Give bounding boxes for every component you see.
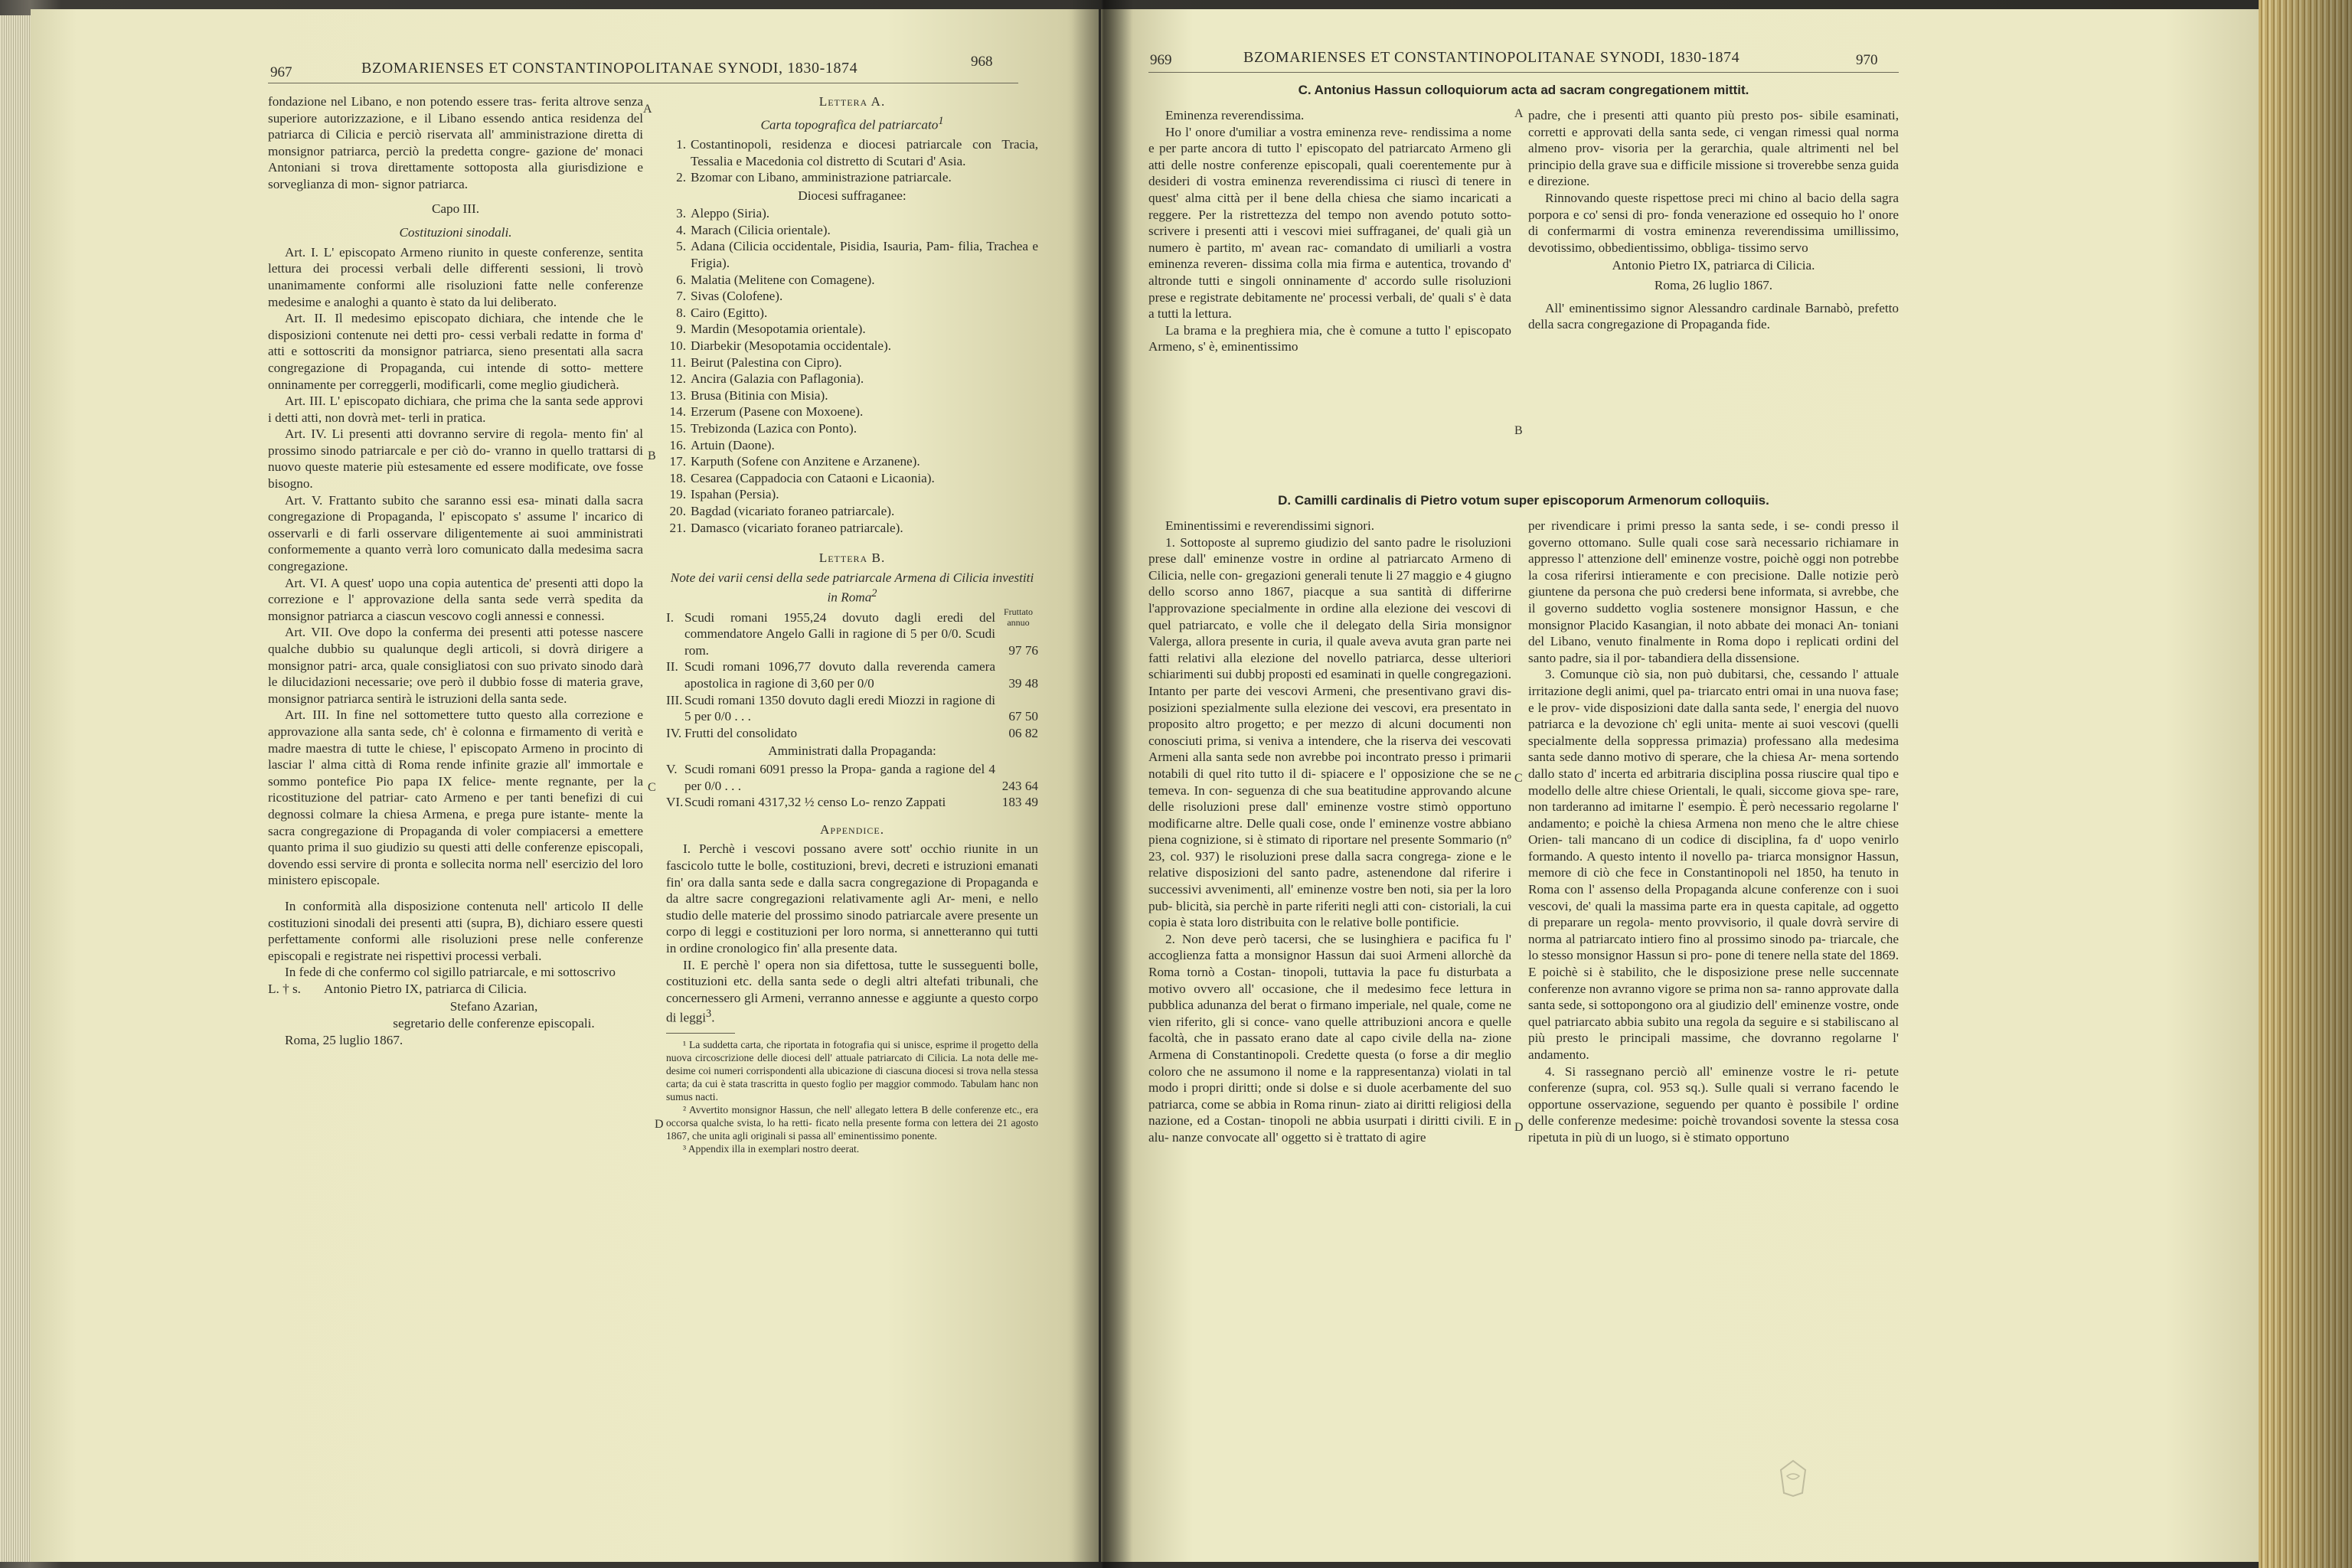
- section-c-right-column: [1528, 107, 1899, 333]
- list-num: 4.: [676, 222, 686, 237]
- c-address: All' eminentissimo signor Alessandro cardinale Barnabò, prefetto della sacra congregazione di Propaganda fide.: [1528, 300, 1899, 332]
- d-paragraph-2: 2. Non deve però tacersi, che se lusinghiera e pacifica fu l' accoglienza fatta a monsignor Hassun dai suoi Armeni allorchè da Roma tornò a Costan- tinopoli, tuttavia la pace fu disturbata a motivo ovvero all' occasione, che il medesimo fece lettura in pubblica adunanza del berat o firmano imperiale, nel quale, come ne vien riferito, gli si conce- vano quelle attribuzioni ancora e quelle facoltà, che in passato erano date al capo civile della na- zione Armena di Constantinopoli. Credette questa (o forse a dir meglio coloro che ne assumono il nome e la rappresentanza) violati in tal modo i propri diritti; onde si dolse e si duole acerbamente del suo patriarca, come se abbia in Roma rinun- ziato ai diritti religiosi della nazione, ed a Costan- tinopoli ne abbia usurpati i diritti civili. E in alu- nanze convocate all' oggetto si è trattato di agire: [1148, 931, 1511, 1145]
- carta-title-text: Carta topografica del patriarcato: [760, 117, 939, 132]
- margin-letter-d: D: [1514, 1121, 1524, 1134]
- list-text: Costantinopoli, residenza e diocesi patriarcale con Tracia, Tessalia e Macedonia col distretto di Scutari d' Asia.: [691, 136, 1038, 168]
- list-text: Bzomar con Libano, amministrazione patriarcale.: [691, 170, 952, 185]
- list-text: Malatia (Melitene con Comagene).: [691, 272, 875, 287]
- article-1: Art. I. L' episcopato Armeno riunito in queste conferenze, sentita lettura dei processi verbali delle differenti sessioni, li trovò unanimamente conformi alle risoluzioni fatte nelle conferenze medesime e analoghi a quanto è stato da lui deliberato.: [268, 244, 643, 309]
- article-4: Art. IV. Li presenti atti dovranno servire di regola- mento fin' al prossimo sinodo patriarcale e per ciò do- vranno in quello trattarsi di nuovo queste materie più estesamente ed essere modificate, ove fosse bisogno.: [268, 426, 643, 492]
- footnote-1: ¹ La suddetta carta, che riportata in fotografia qui si unisce, esprime il progetto della nuova circoscrizione delle diocesi dell' attuale patriarcato di Cilicia. La nota delle me- desime coi numeri corrispondenti alla ubicazione di ciascuna diocesi si trova nella stessa carta; da cui è stata trascritta in questo foglio per maggior commodo. Tabulam hanc non sumus nacti.: [666, 1038, 1038, 1102]
- c-salute: Eminenza reverendissima.: [1165, 108, 1305, 122]
- running-head-right: BZOMARIENSES ET CONSTANTINOPOLITANAE SYNODI, 1830-1874: [1243, 49, 1740, 66]
- fees-block: [666, 606, 1038, 811]
- list-item: [666, 238, 1038, 271]
- list-text: Mardin (Mesopotamia orientale).: [691, 322, 866, 337]
- footnote-3: ³ Appendix illa in exemplari nostro deerat.: [683, 1142, 860, 1155]
- list-item: [666, 520, 1038, 537]
- fee-text: Frutti del consolidato: [684, 725, 798, 740]
- left-column-1: [268, 93, 643, 1048]
- list-text: Adana (Cilicia occidentale, Pisidia, Isauria, Pam- filia, Trachea e Frigia).: [691, 239, 1038, 271]
- list-num: 10.: [669, 338, 686, 354]
- list-item: [666, 371, 1038, 387]
- book-gutter-shadow: [1072, 0, 1133, 1568]
- carta-footnote-ref: 1: [938, 114, 944, 127]
- list-num: 8.: [676, 305, 686, 320]
- d-right-paragraph-2: 3. Comunque ciò sia, non può dubitarsi, che, cessando l' attuale irritazione degli animi, quel pa- triarcato entri omai in una nuova fase; e le prov- vide disposizioni date dalla santa sede, l' energia del nuovo patriarca e la devozione ch' egli unita- mente ai suoi vescovi (quelli specialmente della soppressa primazia) professano alla medesima santa sede danno motivo di sperare, che la chiesa Ar- mena sortendo dallo stato d' incerta ed arbitraria disciplina possa riuscire qual tipo e modello delle altre chiese Orientali, le quali, siccome giova spe- rare, non tarderanno ad imitarne l' esempio. È però necessario regolarne l' andamento; e poichè la chiesa Armena non meno che le altre chiese Orien- tali mancano di un codice di disciplina, fa d' uopo venirlo formando. A questo intento il novello pa- triarca monsignor Hassun, memore di ciò che fece in Constantinopoli nel 1850, ha tenuto in Roma con l' assenso della Propaganda alcune conferenze con i suoi vescovi, de' quali la massima parte era in questa capitale, ad oggetto di preparare un regola- mento provvisorio, il quale dovrà servire di norma al patriarcato intiero fino al prossimo sinodo pa- triarcale, che lo stesso monsignor Hassun si pro- pone di tenere nella state del 1869. E poichè si è stabilito, che le disposizione prese nelle succennate conferenze non avranno vigore se prima non sa- ranno approvate dalla santa sede, si sottopongono ora al giudizio dell' eminenze vostre, onde quel patriarcato abbia subito una regola da seguire e si stabiliscano al più presto le principali massime, che dovranno regolarne l' andamento.: [1528, 667, 1899, 1062]
- conformita-paragraph: In conformità alla disposizione contenuta nell' articolo II delle costituzioni sinodali dei presenti atti (supra, B), dichiaro essere questi perfettamente conformi alle risoluzioni prese nelle conferenze episcopali e registrate nei rispettivi processi verbali.: [268, 898, 643, 963]
- section-d-right-column: [1528, 518, 1899, 1146]
- secretary-name: Stefano Azarian,: [449, 999, 538, 1014]
- list-item: [666, 338, 1038, 354]
- list-num: 11.: [670, 354, 686, 370]
- fee-num: III.: [666, 692, 683, 707]
- list-text: Trebizonda (Lazica con Ponto).: [691, 421, 858, 436]
- list-num: 21.: [669, 520, 686, 535]
- list-num: 5.: [676, 239, 686, 254]
- list-num: 12.: [669, 371, 686, 387]
- right-page: [1101, 9, 2259, 1562]
- c-body: Ho l' onore d'umiliar a vostra eminenza reve- rendissima a nome e per parte ancora di tutto l' episcopato del patriarcato Armeno gli atti delle nostre conferenze episcopali, quali coerentemente pur à desideri di vostra eminenza reverendissima ci riuscì di tenere in quest' alma città per il bene della chiesa che siamo incaricati a reggere. Per la ristrettezza del tempo non avendo potuto sotto- scrivere i presenti atti i vescovi miei suffraganei, de' quali già un numero è partito, m' avean rac- comandato di umiliarli a vostra eminenza reveren- dissima colla mia firma e autentica, trovando d' altronde tutti e singoli onninamente d' accordo sulle risoluzioni prese e registrate debitamente ne' processi verbali, de' quali s' è data a tutti la lettura.: [1148, 124, 1511, 322]
- fee-row: [666, 692, 1038, 725]
- article-3: Art. III. L' episcopato dichiara, che prima che la santa sede approvi i detti atti, non dovrà met- terli in pratica.: [268, 394, 643, 425]
- fee-amount: 97 76: [1008, 642, 1038, 658]
- article-2: Art. II. Il medesimo episcopato dichiara, che intende che le disposizioni contenute nei detti pro- cessi verbali redatte in forma d' atti e sottoscriti da monsignor patriarca, sieno presentati alla sacra congregazione di Propaganda, cui intende di sotto- mettere onninamente per correggerli, modificarli, come meglio giudicherà.: [268, 311, 643, 392]
- library-stamp-icon: [1778, 1459, 1808, 1498]
- c-signature: Antonio Pietro IX, patriarca di Cilicia.: [1612, 258, 1815, 273]
- list-num: 6.: [676, 272, 686, 287]
- list-num: 20.: [669, 503, 686, 518]
- d-right-paragraph-3: 4. Si rassegnano perciò all' eminenze vostre le ri- petute conferenze (supra, col. 953 sq.). Sulle quali si verrano facendo le opportune osservazione, seguendo per quanto è possibile l' ordine delle conferenze medesime: poichè trovandosi sovente la stessa cosa ripetuta in più di un luogo, si è stimato opportuno: [1528, 1063, 1899, 1145]
- list-text: Cairo (Egitto).: [691, 305, 768, 320]
- list-item: [666, 486, 1038, 503]
- note-title: [666, 570, 1038, 606]
- list-num: 15.: [669, 421, 686, 436]
- carta-title: [666, 113, 1038, 133]
- list-num: 3.: [676, 206, 686, 221]
- fee-num: VI.: [666, 795, 684, 810]
- fee-text: Scudi romani 1350 dovuto dagli eredi Miozzi in ragione di 5 per 0/0 . . .: [684, 692, 995, 724]
- head-rule-right: [1148, 72, 1899, 73]
- fees-list-1: [666, 609, 1038, 742]
- list-item: [666, 169, 1038, 186]
- margin-letter-a: A: [643, 103, 652, 116]
- fee-amount: 243 64: [1001, 778, 1038, 793]
- list-num: 9.: [676, 322, 686, 337]
- appendice-2-text: II. E perchè l' opera non sia difettosa, tutte le susseguenti bolle, costituzioni etc. della santa sede o degli altri altefati tribunali, che concernessero gli Armeni, verranno annesse e aggiunte a questo corpo di leggi: [666, 957, 1038, 1026]
- list-item: [666, 387, 1038, 404]
- running-head-left: BZOMARIENSES ET CONSTANTINOPOLITANAE SYNODI, 1830-1874: [361, 60, 858, 77]
- list-num: 7.: [676, 289, 686, 304]
- list-item: [666, 420, 1038, 437]
- list-item: [666, 305, 1038, 322]
- fee-row: [666, 794, 1038, 811]
- list-a: [666, 136, 1038, 186]
- lettera-a-heading: Lettera A.: [818, 94, 886, 109]
- list-text: Bagdad (vicariato foraneo patriarcale).: [691, 503, 895, 518]
- signature-line: [268, 981, 643, 998]
- list-text: Ancira (Galazia con Paflagonia).: [691, 371, 864, 387]
- paragraph-open: fondazione nel Libano, e non potendo essere tras- ferita altrove senza superiore autorizzazione, e il Libano essendo antica residenza del patriarca di Cilicia e perciò riservata all' amministrazione diretta di monsignor patriarca, perciò la predetta congre- gazione de' monaci Antoniani si trova direttamente sottoposta alla giurisdizione e sorveglianza di mon- signor patriarca.: [268, 94, 643, 191]
- appendice-footnote-ref: 3: [706, 1008, 712, 1021]
- note-title-text: Note dei varii censi della sede patriarcale Armena di Cilicia investiti in Roma: [670, 570, 1034, 606]
- c-date: Roma, 26 luglio 1867.: [1654, 277, 1773, 292]
- list-text: Beirut (Palestina con Cipro).: [691, 354, 842, 370]
- amministrati-heading: Amministrati dalla Propaganda:: [768, 743, 936, 759]
- list-text: Marach (Cilicia orientale).: [691, 222, 831, 237]
- fee-text: Scudi romani 4317,32 ½ censo Lo- renzo Zappati: [684, 795, 946, 810]
- fee-text: Scudi romani 6091 presso la Propa- ganda a ragione del 4 per 0/0 . . .: [684, 762, 995, 793]
- section-d-left-column: [1148, 518, 1511, 1146]
- left-page-stack-edge: [0, 15, 34, 1562]
- list-item: [666, 321, 1038, 338]
- section-c-heading: C. Antonius Hassun colloquiorum acta ad sacram congregationem mittit.: [1298, 83, 1749, 97]
- signature-name: Antonio Pietro IX, patriarca di Cilicia.: [323, 981, 527, 996]
- fee-num: V.: [666, 762, 678, 777]
- c-body-2: La brama e la preghiera mia, che è comune a tutto l' episcopato Armeno, s' è, eminentissimo: [1148, 322, 1511, 354]
- list-item: [666, 437, 1038, 454]
- fee-row: [666, 725, 1038, 742]
- fees-list-2: [666, 761, 1038, 811]
- closing-date: Roma, 25 luglio 1867.: [285, 1032, 403, 1047]
- capo-title: Costituzioni sinodali.: [399, 225, 512, 240]
- list-text: Brusa (Bitinia con Misia).: [691, 387, 828, 403]
- fee-row: [666, 609, 1038, 659]
- margin-letter-b: B: [1514, 424, 1523, 437]
- list-item: [666, 288, 1038, 305]
- appendice-2: II. E perchè l' opera non sia difettosa, tutte le susseguenti bolle, costituzioni etc. della santa sede o degli altri altefati tribunali, che concernessero gli Armeni, verranno annesse e aggiunte a questo corpo di leggi$^3$.: [666, 957, 1038, 1026]
- list-text: Diarbekir (Mesopotamia occidentale).: [691, 338, 892, 354]
- list-b: [666, 205, 1038, 536]
- list-num: 14.: [669, 404, 686, 420]
- c-right-body: padre, che i presenti atti quanto più presto pos- sibile esaminati, corretti e approvati della santa sede, ci vengan rimessi qual norma almeno prov- visoria per la gerarchia, quale altrimenti nel bel principio della grave sua e difficile missione si troverebbe senza guida e direzione.: [1528, 108, 1899, 189]
- note-footnote-ref: 2: [871, 587, 877, 600]
- footnote-rule: [666, 1033, 735, 1034]
- left-page: [31, 9, 1099, 1562]
- appendice-1: I. Perchè i vescovi possano avere sott' occhio riunite in un fascicolo tutte le bolle, costituzioni, brevi, decreti e istruzioni emanati fin' ora dalla santa sede e dalla sacra congregazione di Propaganda e da altre sacre congregazioni relativamente agli Ar- meni, e nello studio delle materie del prossimo sinodo patriarcale avere presente un corpo di leggi e costituzioni per loro norma, si annetteranno qui tutti in ordine cronologico fin' alla presente data.: [666, 841, 1038, 956]
- margin-letter-c: C: [1514, 772, 1523, 785]
- list-text: Cesarea (Cappadocia con Cataoni e Licaonia).: [691, 470, 935, 485]
- list-item: [666, 354, 1038, 371]
- list-num: 13.: [669, 387, 686, 403]
- list-item: [666, 453, 1038, 470]
- left-column-2: [666, 93, 1038, 1155]
- fee-text: Scudi romani 1955,24 dovuto dagli eredi del commendatore Angelo Galli in ragione di 5 per 0/0. Scudi rom.: [684, 609, 995, 658]
- list-num: 16.: [669, 437, 686, 452]
- suffraganee-heading: Diocesi suffraganee:: [798, 188, 906, 203]
- list-num: 19.: [669, 487, 686, 502]
- fee-num: IV.: [666, 725, 682, 740]
- list-item: [666, 205, 1038, 222]
- fee-amount: 39 48: [1008, 676, 1038, 691]
- list-text: Ispahan (Persia).: [691, 487, 779, 502]
- list-text: Sivas (Colofene).: [691, 289, 783, 304]
- fede-paragraph: In fede di che confermo col sigillo patriarcale, e mi sottoscrivo: [285, 965, 616, 980]
- margin-letter-b: B: [648, 449, 656, 462]
- lettera-b-heading: Lettera B.: [818, 550, 886, 566]
- fruttato-label: Fruttato annuo: [1004, 606, 1033, 628]
- c-right-body-2: Rinnovando queste rispettose preci mi chino al bacio della sagra porpora e co' sensi di pro- fonda venerazione ed ossequio ho l' onore di confermarmi di vostra eminenza reverendissima umillissimo, devotissimo, obbedientissimo, obbliga- tissimo servo: [1528, 190, 1899, 255]
- margin-letter-a: A: [1514, 107, 1524, 120]
- fee-row: [666, 761, 1038, 794]
- appendice-heading: Appendice.: [819, 822, 885, 837]
- article-7: Art. VII. Ove dopo la conferma dei presenti atti potesse nascere qualche dubbio su qualunque degli articoli, si dovrà dirigere a monsignor patri- arca, quale consigliatosi con suo privato sinodo darà le dilucidazioni necessarie; ove però il dubbio fosse di materia grave, monsignor patriarca sentirà le istruzioni della santa sede.: [268, 625, 643, 706]
- list-item: [666, 503, 1038, 520]
- list-text: Aleppo (Siria).: [691, 206, 770, 221]
- list-num: 1.: [676, 136, 686, 152]
- fee-text: Scudi romani 1096,77 dovuto dalla reverenda camera apostolica in ragione di 3,60 per 0/0: [684, 659, 995, 691]
- list-num: 18.: [669, 470, 686, 485]
- seal-mark: L. † s.: [268, 981, 301, 996]
- margin-letter-c: C: [648, 781, 656, 794]
- page-number-967: 967: [270, 64, 292, 80]
- margin-letter-d: D: [655, 1118, 664, 1131]
- fee-num: II.: [666, 659, 678, 675]
- book-fore-edge: [2259, 0, 2352, 1568]
- footnote-2: ² Avvertito monsignor Hassun, che nell' allegato lettera B delle conferenze etc., era occorsa qualche svista, lo ha retti- ficato nella presente forma con lettera dei 21 agosto 1867, che unita agli originali si passa all' eminentissimo ponente.: [666, 1103, 1038, 1142]
- list-num: 2.: [676, 170, 686, 185]
- d-salute: Eminentissimi e reverendissimi signori.: [1165, 518, 1375, 533]
- list-num: 17.: [669, 454, 686, 469]
- page-number-968: 968: [971, 54, 993, 70]
- page-number-969: 969: [1150, 52, 1172, 68]
- list-item: [666, 136, 1038, 169]
- list-item: [666, 403, 1038, 420]
- fee-amount: 183 49: [1001, 795, 1038, 810]
- d-right-paragraph-1: per rivendicare i primi presso la santa sede, i se- condi presso il governo ottomano. Sulle quali cose sarà necessario richiamare in appresso l' attenzione dell' eminenze vostre, poichè oggi non potrebbe la cosa riferirsi intieramente e con precisione. Dalle notizie però giuntene da persona che può credersi bene informata, si avrebbe, che il governo suddetto voglia sostenere monsignor Hassun, e che monsignor Placido Kasangian, il noto abbate dei monaci An- toniani del Libano, venuto finalmente in Roma dopo i replicati ordini del santo padre, sia il por- tabandiera della dissensione.: [1528, 518, 1899, 665]
- fee-amount: 67 50: [1008, 709, 1038, 724]
- fee-amount: 06 82: [1008, 725, 1038, 740]
- secretary-role: segretario delle conferenze episcopali.: [393, 1016, 595, 1031]
- article-5: Art. V. Frattanto subito che saranno essi esa- minati dalla sacra congregazione di Propaganda, l' episcopato s' assume l' incarico di osservarli e di farli osservare diligentemente ai suoi amministrati conformemente a quanto verrà loro comunicato dalla medesima sacra congregazione.: [268, 492, 643, 574]
- d-paragraph-1: 1. Sottoposte al supremo giudizio del santo padre le risoluzioni prese dall' eminenze vostre in ordine al patriarcato Armeno di Cilicia, nelle con- gregazioni generali tenute li 27 maggio e 4 giugno dello scorso anno 1867, piacque a sua santità di differirne l'approvazione specialmente in ordine alla elezione dei vescovi di quel patriarcato, e volle che il delegato della Siria monsignor Valerga, allora presente in curia, il quale aveva avuta gran parte nei fatti relativi alla elezione del novello patriarca, desse ulteriori schiarimenti sui dubbj proposti ed esaminati in quelle congregazioni. Intanto per parte dei vescovi Armeni, che presentivano gravi dis- posizioni spezialmente sulla elezione dei vescovi, era presentato in proposito altro progetto; e per mezzo di alcuni documenti non conosciuti prima, si veniva a intendere, che la riserva dei vescovati Armeni alla santa sede non avrebbe poi incontrato presso i primarii notabili di quel rito tutto il di- spiacere e l' opposizione che se ne temeva. In con- seguenza di che sua beatitudine approvando alcune delle risoluzioni prese dall' eminenze vostre stimò opportuno modificarne altre. Delle quali cose, onde l' eminenze vostre abbiano piena cognizione, si è stimato di riportare nel presente Sommario (nº 23, col. 937) le risoluzioni prese dalla sacra congrega- zione e le relative disposizioni del santo padre, astenendone dal riferire i successivi avvenimenti, all' eminenze vostre ben noti, sia per la loro pub- blicità, sia perchè in parte riferiti negli atti con- cistoriali, la cui copia è stata loro distribuita con le relative bolle pontificie.: [1148, 534, 1511, 930]
- page-number-970: 970: [1856, 52, 1878, 68]
- fee-row: [666, 658, 1038, 691]
- list-item: [666, 272, 1038, 289]
- section-c-left-column: [1148, 107, 1511, 355]
- list-item: [666, 470, 1038, 487]
- article-8: Art. III. In fine nel sottomettere tutto questo alla correzione e approvazione alla santa sede, ch' è colonna e firmamento di verità e madre maestra di tutte le chiese, l' episcopato Armeno in procinto di lasciar l' alma città di Roma rende infinite grazie all' immortale e sommo pontefice Pio papa IX felice- mente regnante, per la ricostituzione del patriar- cato Armeno e per tanti benefizi di cui degnossi colmare la chiesa Armena, e prega pure istante- mente la sacra congregazione di Propaganda di voler compiacersi a emettere quanto prima il suo giudizio su questi atti delle conferenze episcopali, dovendo essi servire di pronta e sollecita norma nell' esercizio del loro ministero episcopale.: [268, 707, 643, 888]
- capo-heading: Capo III.: [431, 201, 480, 216]
- list-text: Erzerum (Pasene con Moxoene).: [691, 404, 864, 420]
- list-text: Damasco (vicariato foraneo patriarcale).: [691, 520, 903, 535]
- list-text: Karputh (Sofene con Anzitene e Arzanene).: [691, 454, 920, 469]
- list-item: [666, 222, 1038, 239]
- list-text: Artuin (Daone).: [691, 437, 775, 452]
- fee-num: I.: [666, 609, 675, 625]
- section-d-heading: D. Camilli cardinalis di Pietro votum super episcoporum Armenorum colloquiis.: [1278, 493, 1769, 508]
- article-6: Art. VI. A quest' uopo una copia autentica de' presenti atti dopo la correzione e l' approvazione della santa sede verrà spedita da monsignor patriarca a ciascun vescovo cogli annessi e connessi.: [268, 575, 643, 623]
